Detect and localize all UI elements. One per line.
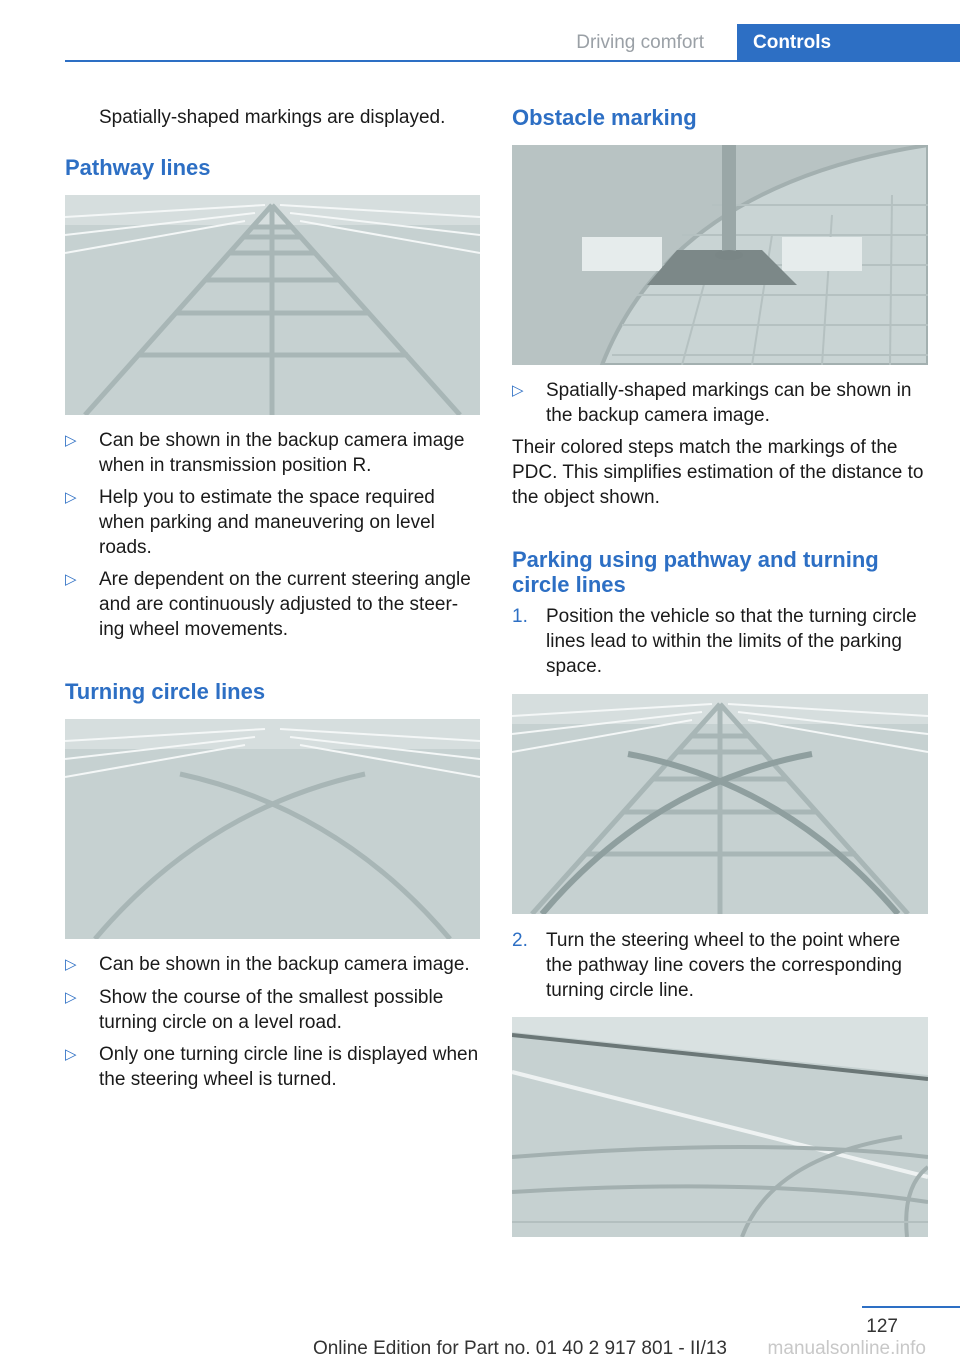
image-obstacle-marking xyxy=(512,145,928,365)
step-text: Position the vehicle so that the turning circle lines lead to within the limits of the parking space. xyxy=(546,606,917,677)
header-section-label: Driving comfort xyxy=(576,32,704,53)
triangle-right-icon: ▷ xyxy=(65,956,77,973)
image-parking-step-1 xyxy=(512,694,928,914)
triangle-right-icon: ▷ xyxy=(65,1046,77,1063)
obstacle-paragraph: Their colored steps match the markings of the PDC. This simplifies estimation of the distance to the object shown. xyxy=(512,437,924,508)
bullet-text: Can be shown in the backup camera image. xyxy=(99,954,470,975)
footer-watermark: manualsonline.info xyxy=(767,1338,926,1359)
triangle-right-icon: ▷ xyxy=(65,489,77,506)
bullet-text: Are dependent on the current steering angle and are continuously adjusted to the steer‐ ing wheel movements. xyxy=(99,569,471,640)
triangle-right-icon: ▷ xyxy=(65,571,77,588)
step-text: Turn the steering wheel to the point where the pathway line covers the corresponding turning circle line. xyxy=(546,930,902,1001)
image-parking-step-2 xyxy=(512,1017,928,1237)
footer-rule xyxy=(862,1306,960,1308)
step-number: 2. xyxy=(512,930,528,951)
header-rule xyxy=(65,60,960,62)
image-turning-circle-lines xyxy=(65,719,480,939)
heading-parking: Parking using pathway and turning circle lines xyxy=(512,547,879,597)
intro-text: Spatially-shaped markings are displayed. xyxy=(99,107,446,128)
bullet-text: Can be shown in the backup camera image when in transmission position R. xyxy=(99,430,465,476)
footer-edition: Online Edition for Part no. 01 40 2 917 801 - II/13 xyxy=(312,1338,727,1359)
page-number: 127 xyxy=(866,1316,898,1337)
bullet-text: Show the course of the smallest possible turning circle on a level road. xyxy=(99,987,444,1033)
bullet-text: Spatially-shaped markings can be shown in the backup camera image. xyxy=(546,380,912,426)
step-number: 1. xyxy=(512,606,528,627)
triangle-right-icon: ▷ xyxy=(65,432,77,449)
header-tab-controls[interactable]: Controls xyxy=(737,24,960,62)
heading-pathway-lines: Pathway lines xyxy=(65,155,211,180)
heading-turning-circle-lines: Turning circle lines xyxy=(65,679,266,704)
triangle-right-icon: ▷ xyxy=(512,382,524,399)
bullet-text: Help you to estimate the space required when parking and maneuvering on level roads. xyxy=(99,487,435,558)
image-pathway-lines xyxy=(65,195,480,415)
heading-obstacle-marking: Obstacle marking xyxy=(512,105,697,130)
triangle-right-icon: ▷ xyxy=(65,989,77,1006)
bullet-text: Only one turning circle line is displayed when the steering wheel is turned. xyxy=(99,1044,479,1090)
